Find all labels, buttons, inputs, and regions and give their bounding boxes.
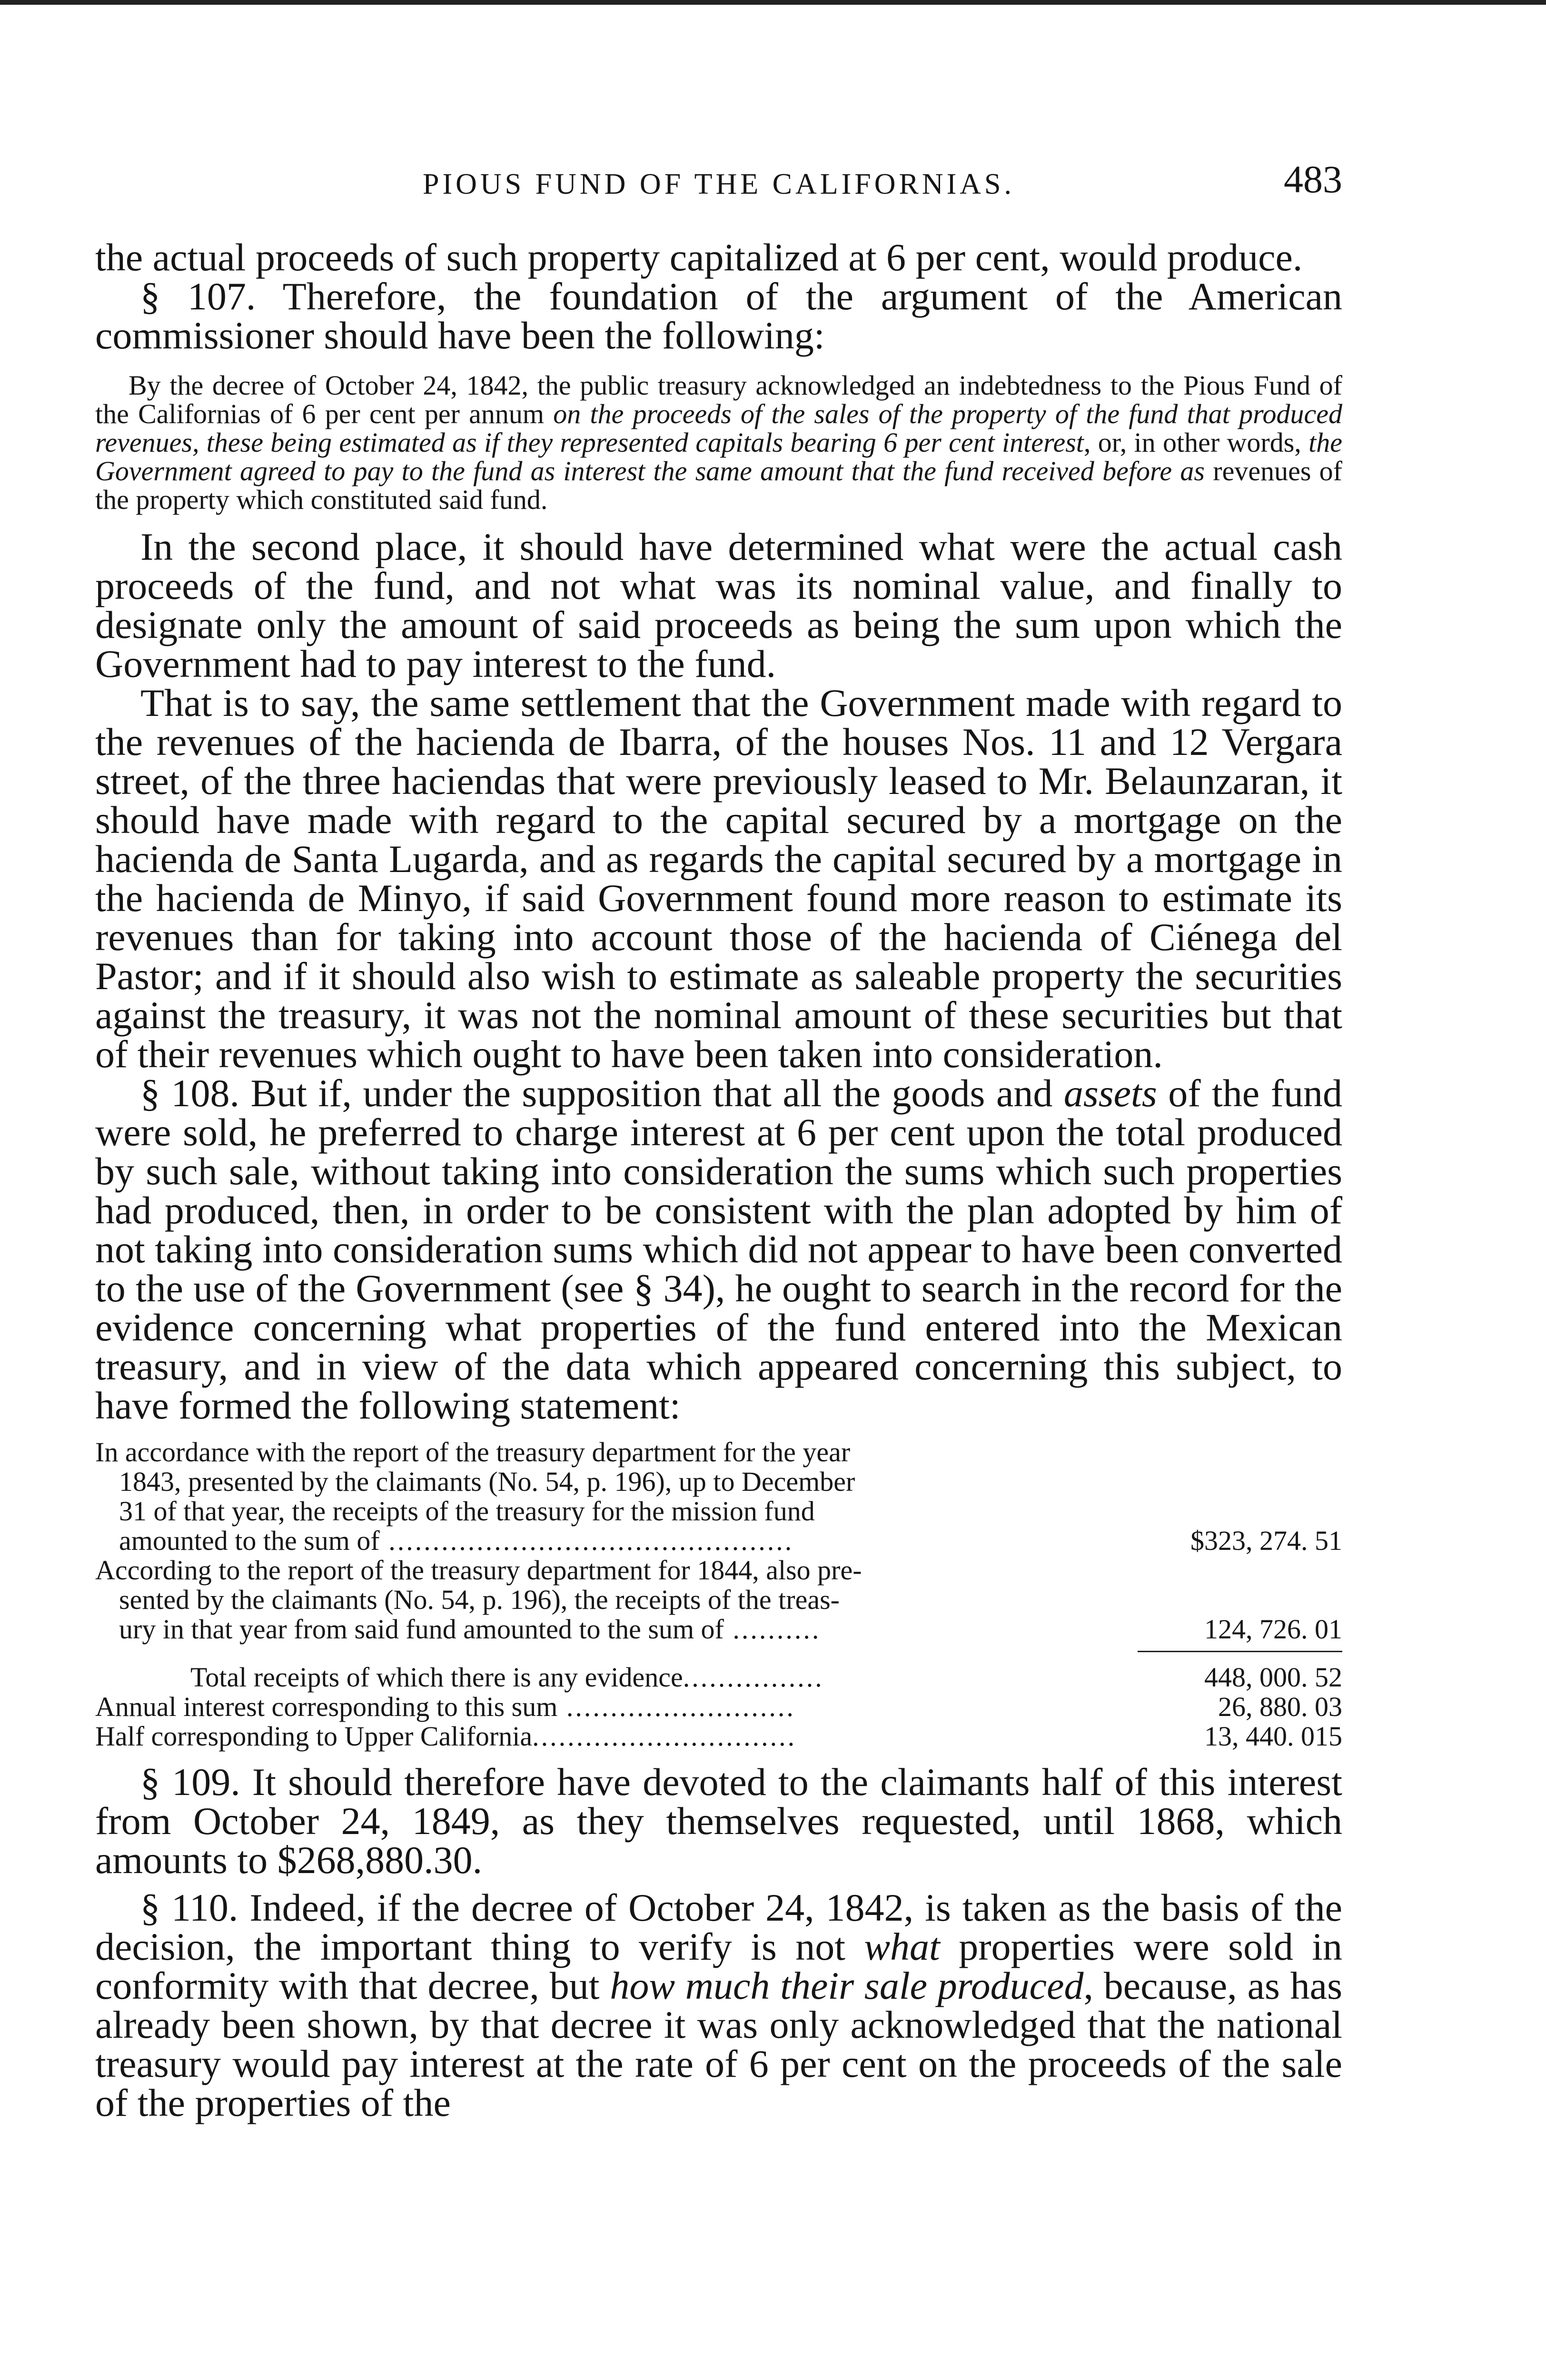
p110-text-c: , because, as has already been shown, by that decree it was only acknowledged that the national treasury would pay interest at the rate of 6 per cent on the proceeds of the sale of the properties of the [95, 1964, 1342, 2124]
financial-statement [95, 1438, 1342, 1751]
statement-item-1-line-4: amounted to the sum of [119, 1525, 380, 1556]
quote-text-1: By the decree of October 24, 1842, the public treasury acknowledged an indebtedness to the Pious Fund of the Californias of 6 per cent per annum [95, 370, 1342, 429]
statement-item-1-line-3: 31 of that year, the receipts of the treasury for the mission fund [119, 1496, 815, 1527]
statement-interest-amount: 26, 880. 03 [1218, 1691, 1342, 1722]
quote-text-2: , or, in other words, [1083, 427, 1309, 458]
quote-italic-1: on the proceeds of the sales of the property of the fund that produced revenues, these being estimated as if they represented capitals bearing 6 per cent interest [95, 398, 1342, 458]
paragraph-that-is-to-say: That is to say, the same settlement that the Government made with regard to the revenues of the hacienda de Ibarra, of the houses Nos. 11 and 12 Vergara street, of the three haciendas that were previously leased to Mr. Belaunzaran, it should have made with regard to the capital secured by a mortgage on the hacienda de Santa Lugarda, and as regards the capital secured by a mortgage in the hacienda de Minyo, if said Government found more reason to estimate its revenues than for taking into account those of the hacienda of Ciénega del Pastor; and if it should also wish to estimate as saleable property the securities against the treasury, it was not the nominal amount of these securities but that of their revenues which ought to have been taken into consideration. [95, 681, 1342, 1076]
block-quote [95, 371, 1342, 514]
p110-text-a: § 110. Indeed, if the decree of October 24, 1842, is taken as the basis of the decision, the important thing to verify is not [95, 1886, 1342, 1968]
statement-total-row [95, 1663, 1342, 1692]
statement-item-1-amount: $323, 274. 51 [1190, 1525, 1342, 1556]
dot-leader: .......................... [557, 1691, 795, 1722]
p110-italic-what: what [864, 1925, 940, 1968]
paragraph-109: § 109. It should therefore have devoted to the claimants half of this interest from October 24, 1849, as they themselves requested, until 1868, which amounts to $268,880.30. [95, 1760, 1342, 1882]
quote-italic-2: the Government agreed to pay to the fund as interest the same amount that the fund received before as [95, 427, 1342, 486]
statement-interest-label: Annual interest corresponding to this sum [95, 1691, 558, 1722]
statement-total-label: Total receipts of which there is any evidence [190, 1662, 683, 1693]
paragraph-110 [95, 1888, 1342, 2122]
statement-half-amount: 13, 440. 015 [1204, 1721, 1342, 1752]
page-body [95, 238, 1342, 2122]
dot-leader: .............................................. [379, 1525, 794, 1556]
running-title: PIOUS FUND OF THE CALIFORNIAS. [422, 168, 1015, 200]
paragraph-continuation: the actual proceeds of such property capitalized at 6 per cent, would produce. [95, 236, 1303, 279]
statement-interest-row [95, 1692, 1342, 1722]
dot-leader: .............................. [532, 1721, 797, 1752]
paragraph-107: § 107. Therefore, the foundation of the argument of the American commissioner should have been the following: [95, 275, 1342, 357]
statement-item-2-line-2: sented by the claimants (No. 54, p. 196), the receipts of the treas- [119, 1584, 840, 1615]
paragraph-second-place: In the second place, it should have determined what were the actual cash proceeds of the fund, and not what was its nominal value, and finally to designate only the amount of said proceeds as being the sum upon which the Government had to pay interest to the fund. [95, 525, 1342, 685]
statement-item-2 [95, 1556, 1342, 1644]
sum-rule [1138, 1651, 1342, 1652]
statement-half-row [95, 1722, 1342, 1751]
statement-item-1 [95, 1438, 1342, 1556]
statement-half-label: Half corresponding to Upper California [95, 1721, 533, 1752]
page-header [95, 157, 1342, 205]
p108-italic: assets [1063, 1071, 1157, 1115]
top-border-rule [0, 0, 1546, 5]
statement-item-2-amount: 124, 726. 01 [1204, 1614, 1342, 1645]
dot-leader: ................ [683, 1662, 824, 1693]
statement-item-1-line-2: 1843, presented by the claimants (No. 54, p. 196), up to December [119, 1466, 855, 1497]
statement-item-1-line-1: In accordance with the report of the treasury department for the year [95, 1437, 851, 1468]
statement-item-2-line-3: ury in that year from said fund amounted to the sum of [119, 1614, 724, 1645]
page-number: 483 [1284, 158, 1342, 201]
statement-item-2-line-1: According to the report of the treasury department for 1844, also pre- [95, 1555, 862, 1586]
p110-text-b: properties were sold in conformity with that decree, but [95, 1925, 1342, 2007]
p108-text-b: of the fund were sold, he preferred to charge interest at 6 per cent upon the total produced by such sale, without taking into consideration the sums which such properties had produced, then, in order to be consistent with the plan adopted by him of not taking into consideration sums which did not appear to have been converted to the use of the Government (see § 34), he ought to search in the record for the evidence concerning what properties of the fund entered into the Mexican treasury, and in view of the data which appeared concerning this subject, to have formed the following statement: [95, 1071, 1342, 1427]
quote-text-3: revenues of the property which constituted said fund. [95, 456, 1342, 515]
statement-total-amount: 448, 000. 52 [1204, 1662, 1342, 1693]
p110-italic-how-much: how much their sale produced [610, 1964, 1084, 2007]
paragraph-108 [95, 1071, 1342, 1427]
p108-text-a: § 108. But if, under the supposition that all the goods and [140, 1071, 1064, 1115]
dot-leader: .......... [723, 1614, 821, 1645]
